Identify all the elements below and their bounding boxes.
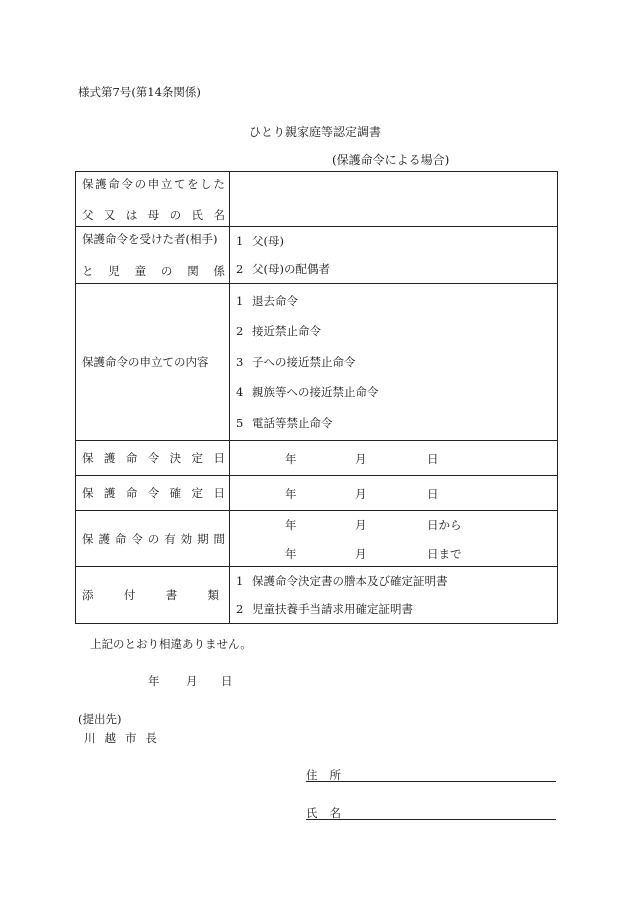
finalization-date-field[interactable] <box>230 476 558 511</box>
option-text: 子への接近禁止命令 <box>252 354 356 369</box>
label-char: 氏 <box>191 207 204 222</box>
from-year-label: 年 <box>285 518 297 532</box>
year-label: 年 <box>285 487 297 501</box>
label-char: 令 <box>147 451 160 465</box>
from-day-label: 日から <box>427 518 462 532</box>
label-char: 護 <box>103 451 116 465</box>
content-label-text: 保護命令の申立ての内容 <box>82 355 209 369</box>
label-char: の <box>169 207 182 222</box>
label-char: 保 <box>82 486 94 500</box>
applicant-name-field[interactable] <box>230 172 558 227</box>
decision-date-field[interactable] <box>230 441 558 476</box>
month-label: 月 <box>355 452 367 466</box>
validity-period-label-text <box>76 532 229 546</box>
finalization-date-row <box>76 476 558 511</box>
label-char: 護 <box>103 486 116 500</box>
day-label: 日 <box>221 674 233 688</box>
content-options <box>230 284 558 441</box>
option-text: 父(母)の配偶者 <box>252 262 330 276</box>
label-char: 保 <box>82 531 94 546</box>
year-label: 年 <box>148 674 160 688</box>
label-char: 保 <box>82 176 94 191</box>
option-number: 3 <box>236 354 244 369</box>
option-text: 退去命令 <box>252 294 298 309</box>
day-label: 日 <box>427 487 439 501</box>
content-option-3[interactable] <box>230 347 557 377</box>
content-option-5[interactable] <box>230 408 557 438</box>
relation-option-1[interactable] <box>230 227 557 255</box>
label-char: た <box>213 176 225 191</box>
label-char: て <box>173 176 186 191</box>
label-char: を <box>187 176 199 191</box>
month-label: 月 <box>186 674 198 688</box>
address-label: 住所 <box>306 768 353 782</box>
option-number: 1 <box>236 234 244 248</box>
label-char: の <box>134 176 147 191</box>
label-char: 護 <box>98 531 110 546</box>
name-field[interactable] <box>306 819 556 820</box>
validity-period-label <box>76 511 230 567</box>
submit-to-label: (提出先) <box>78 712 122 726</box>
label-char: 書 <box>165 588 178 602</box>
option-number: 1 <box>236 574 244 588</box>
certification-form-table <box>75 171 558 624</box>
day-label: 日 <box>427 452 439 466</box>
label-char: 日 <box>213 451 225 465</box>
to-day-label: 日まで <box>427 547 462 561</box>
label-char: 令 <box>121 176 133 191</box>
relation-option-2[interactable] <box>230 255 557 283</box>
attachment-option-2[interactable] <box>230 595 557 623</box>
confirmation-statement: 上記のとおり相違ありません。 <box>90 637 252 651</box>
relation-row <box>76 227 558 284</box>
label-char: 保 <box>82 451 94 465</box>
label-char: 母 <box>147 207 160 222</box>
content-option-1[interactable] <box>230 286 557 316</box>
applicant-label <box>76 172 230 227</box>
attachments-options <box>230 567 558 624</box>
attachments-row <box>76 567 558 624</box>
relation-label-line2 <box>76 264 229 278</box>
option-text: 保護命令決定書の謄本及び確定証明書 <box>252 574 448 588</box>
decision-date-label <box>76 441 230 476</box>
relation-label <box>76 227 230 284</box>
label-char: と <box>82 264 94 278</box>
content-row <box>76 284 558 441</box>
name-label: 氏名 <box>306 806 353 820</box>
submit-to-recipient: 川越市長 <box>84 731 166 745</box>
option-number: 2 <box>236 324 244 339</box>
document-subtitle: (保護命令による場合) <box>332 153 450 167</box>
label-char: 立 <box>160 176 173 191</box>
year-label: 年 <box>285 452 297 466</box>
label-char: 有 <box>164 531 176 546</box>
document-title: ひとり親家庭等認定調書 <box>248 125 381 139</box>
option-text: 親族等への接近禁止命令 <box>252 385 379 400</box>
decision-date-label-text <box>76 451 229 465</box>
label-char: 付 <box>123 588 136 602</box>
label-char: の <box>160 264 173 278</box>
label-char: 父 <box>82 207 94 222</box>
content-option-4[interactable] <box>230 377 557 407</box>
relation-options <box>230 227 558 284</box>
label-char: 名 <box>213 207 225 222</box>
option-text: 児童扶養手当請求用確定証明書 <box>252 602 413 616</box>
label-char: 日 <box>213 486 225 500</box>
option-number: 2 <box>236 602 244 616</box>
label-char: 効 <box>180 531 193 546</box>
applicant-row <box>76 172 558 227</box>
address-field[interactable] <box>306 781 556 782</box>
content-option-2[interactable] <box>230 316 557 346</box>
decision-date-row <box>76 441 558 476</box>
label-char: 命 <box>125 451 138 465</box>
label-char: し <box>200 176 212 191</box>
applicant-label-line2 <box>76 208 229 222</box>
label-char: 関 <box>187 264 199 278</box>
label-char: 係 <box>213 264 225 278</box>
validity-period-field[interactable] <box>230 511 558 567</box>
to-month-label: 月 <box>355 547 367 561</box>
applicant-label-line1 <box>76 177 229 191</box>
attachments-label <box>76 567 230 624</box>
label-char: 命 <box>114 531 127 546</box>
label-char: 命 <box>125 486 138 500</box>
label-char: 定 <box>191 451 204 465</box>
finalization-date-label <box>76 476 230 511</box>
form-number: 様式第7号(第14条関係) <box>78 85 201 99</box>
content-label <box>76 284 230 441</box>
option-number: 1 <box>236 294 244 309</box>
relation-label-line1: 保護命令を受けた者(相手) <box>82 232 218 246</box>
attachments-label-text <box>76 588 229 602</box>
label-char: 確 <box>169 486 182 500</box>
attachment-option-1[interactable] <box>230 567 557 595</box>
finalization-date-label-text <box>76 486 229 500</box>
label-char: 添 <box>82 588 94 602</box>
label-char: 間 <box>213 531 225 546</box>
from-month-label: 月 <box>355 518 367 532</box>
label-char: は <box>125 207 138 222</box>
label-char: の <box>147 531 160 546</box>
option-text: 電話等禁止命令 <box>252 415 333 430</box>
label-char: 決 <box>169 451 182 465</box>
month-label: 月 <box>355 487 367 501</box>
label-char: 童 <box>134 264 147 278</box>
label-char: 期 <box>197 531 209 546</box>
label-char: 令 <box>147 486 160 500</box>
option-number: 5 <box>236 415 244 430</box>
label-char: 護 <box>95 176 107 191</box>
label-char: 令 <box>131 531 143 546</box>
option-text: 父(母) <box>252 234 284 248</box>
validity-period-row <box>76 511 558 567</box>
label-char: 又 <box>103 207 116 222</box>
label-char: 命 <box>108 176 120 191</box>
option-number: 4 <box>236 385 244 400</box>
option-number: 2 <box>236 262 244 276</box>
to-year-label: 年 <box>285 547 297 561</box>
label-char: 類 <box>207 588 219 602</box>
label-char: 申 <box>147 176 160 191</box>
option-text: 接近禁止命令 <box>252 324 321 339</box>
label-char: 定 <box>191 486 204 500</box>
label-char: 児 <box>108 264 120 278</box>
